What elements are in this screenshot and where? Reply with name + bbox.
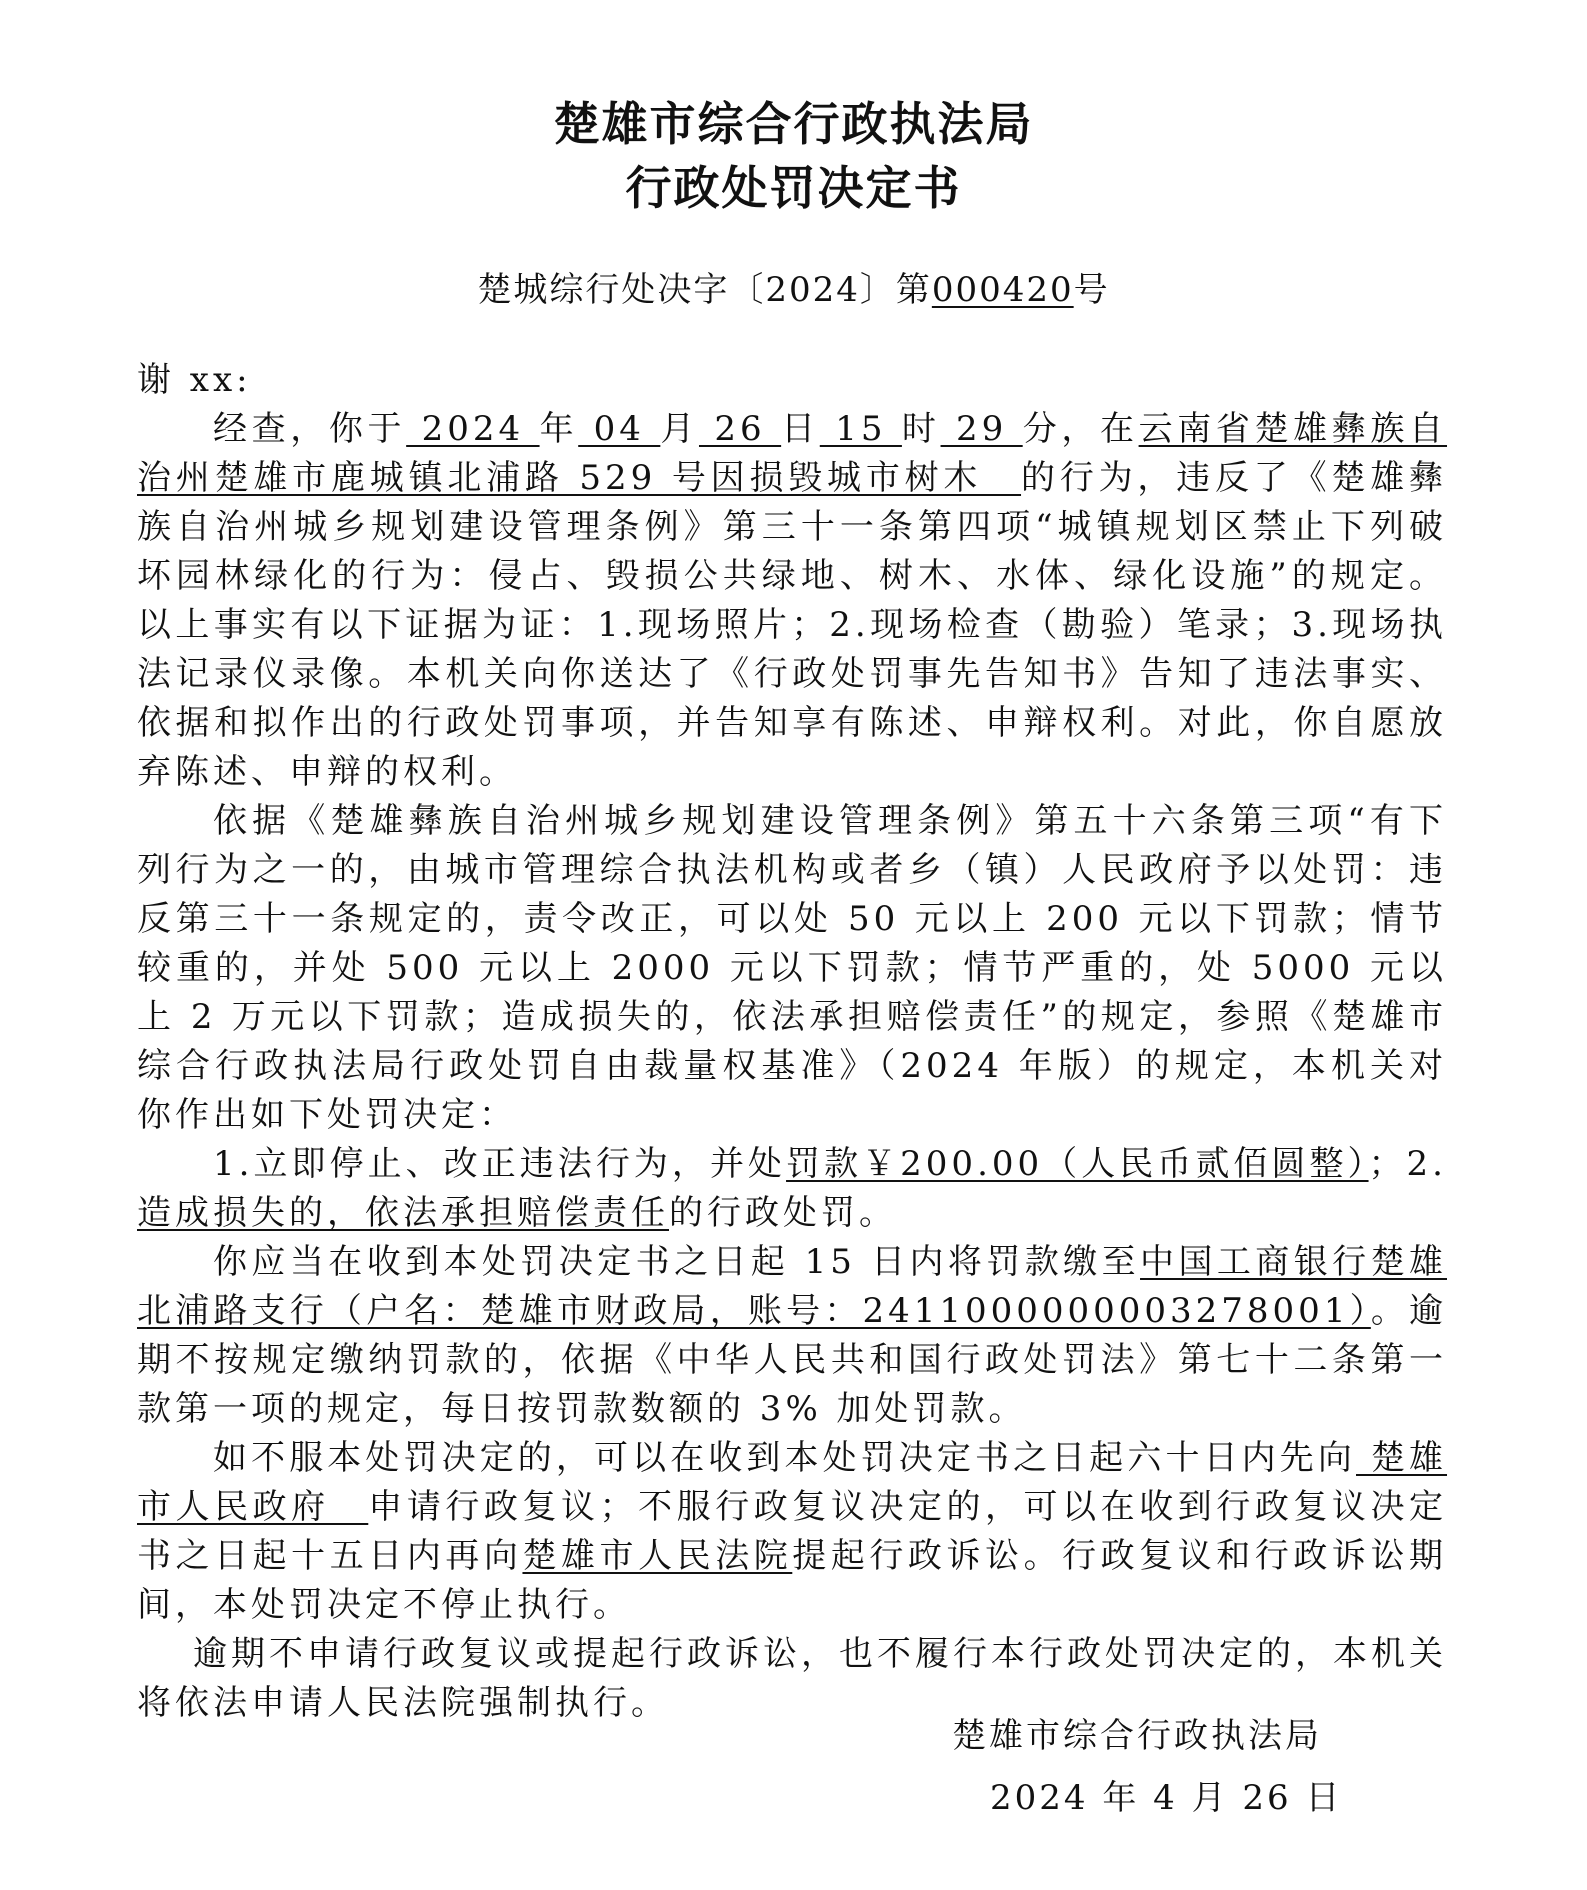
signature-date: 2024 年 4 月 26 日 [990,1778,1343,1818]
filled-day: 26 [698,409,782,449]
paragraph-decision [137,1140,1447,1238]
filled-hour: 15 [819,409,902,449]
text-segment: 的行政处罚。 [669,1193,897,1233]
filled-year: 2024 [406,409,540,449]
filled-fine: 罚款￥200.00（人民币贰佰圆整） [786,1144,1369,1184]
text-segment: 如不服本处罚决定的，可以在收到本处罚决定书之日起六十日内先向 [213,1438,1356,1478]
text-segment: 。逾期不按规定缴纳罚款的，依据《中华人民共和国行政处罚法》第七十二条第一款第一项的规定，每日按罚款数额的 3% 加处罚款。 [137,1291,1447,1429]
signature-org: 楚雄市综合行政执法局 [952,1716,1322,1756]
paragraph-payment [137,1238,1447,1434]
document-number [0,262,1587,311]
text-segment: ；2. [1368,1144,1447,1184]
document-title-agency: 楚雄市综合行政执法局 [553,97,1034,151]
filled-minute: 29 [940,409,1023,449]
paragraph-facts [137,405,1447,797]
text-segment: 经查，你于 [213,409,407,449]
text-segment: 年 [539,409,579,449]
filled-review-authority: 楚雄市人民政府 [137,1438,1448,1527]
text-segment: 提起行政诉讼。行政复议和行政诉讼期间，本处罚决定不停止执行。 [137,1536,1448,1625]
doc-number-prefix: 楚城综行处决字〔2024〕第 [477,270,932,310]
text-segment: 月 [660,409,699,449]
text-segment: 时 [901,409,941,449]
filled-bank-account: 中国工商银行楚雄北浦路支行（户名：楚雄市财政局，账号：2411000000003278001） [137,1242,1447,1331]
text-segment: 日 [781,409,820,449]
text-segment: 申请行政复议；不服行政复议决定的，可以在收到行政复议决定书之日起十五日内再向 [137,1487,1448,1576]
doc-number-value: 000420 [931,270,1074,310]
document-body [137,356,1447,1728]
filled-violation: 云南省楚雄彝族自治州楚雄市鹿城镇北浦路 529 号因损毁城市树木 [137,409,1448,498]
doc-number-suffix: 号 [1073,270,1110,310]
text-segment: 分，在 [1022,409,1139,449]
paragraph-enforcement: 逾期不申请行政复议或提起行政诉讼，也不履行本行政处罚决定的，本机关将依法申请人民法院强制执行。 [137,1634,1447,1723]
recipient: 谢 xx: [137,360,252,400]
text-segment: 1.立即停止、改正违法行为，并处 [213,1144,787,1184]
filled-court: 楚雄市人民法院 [522,1536,793,1576]
text-segment: 的行为，违反了《楚雄彝族自治州城乡规划建设管理条例》第三十一条第四项“城镇规划区禁止下列破坏园林绿化的行为：侵占、毁损公共绿地、树木、水体、绿化设施”的规定。以上事实有以下证据为证：1.现场照片；2.现场检查（勘验）笔录；3.现场执法记录仪录像。本机关向你送达了《行政处罚事先告知书》告知了违法事实、依据和拟作出的行政处罚事项，并告知享有陈述、申辩权利。对此，你自愿放弃陈述、申辩的权利。 [137,458,1447,792]
text-segment: 你应当在收到本处罚决定书之日起 15 日内将罚款缴至 [213,1242,1141,1282]
filled-damage: 造成损失的，依法承担赔偿责任 [137,1193,669,1233]
paragraph-appeal [137,1434,1447,1630]
filled-month: 04 [578,409,661,449]
document-title-type: 行政处罚决定书 [625,161,962,215]
paragraph-legal-basis: 依据《楚雄彝族自治州城乡规划建设管理条例》第五十六条第三项“有下列行为之一的，由城市管理综合执法机构或者乡（镇）人民政府予以处罚：违反第三十一条规定的，责令改正，可以处 50 元以上 200 元以下罚款；情节较重的，并处 500 元以上 2000 元以下罚款；情节严重的，处 5000 元以上 2 万元以下罚款；造成损失的，依法承担赔偿责任”的规定，参照《楚雄市综合行政执法局行政处罚自由裁量权基准》（2024 年版）的规定，本机关对你作出如下处罚决定： [137,801,1447,1135]
